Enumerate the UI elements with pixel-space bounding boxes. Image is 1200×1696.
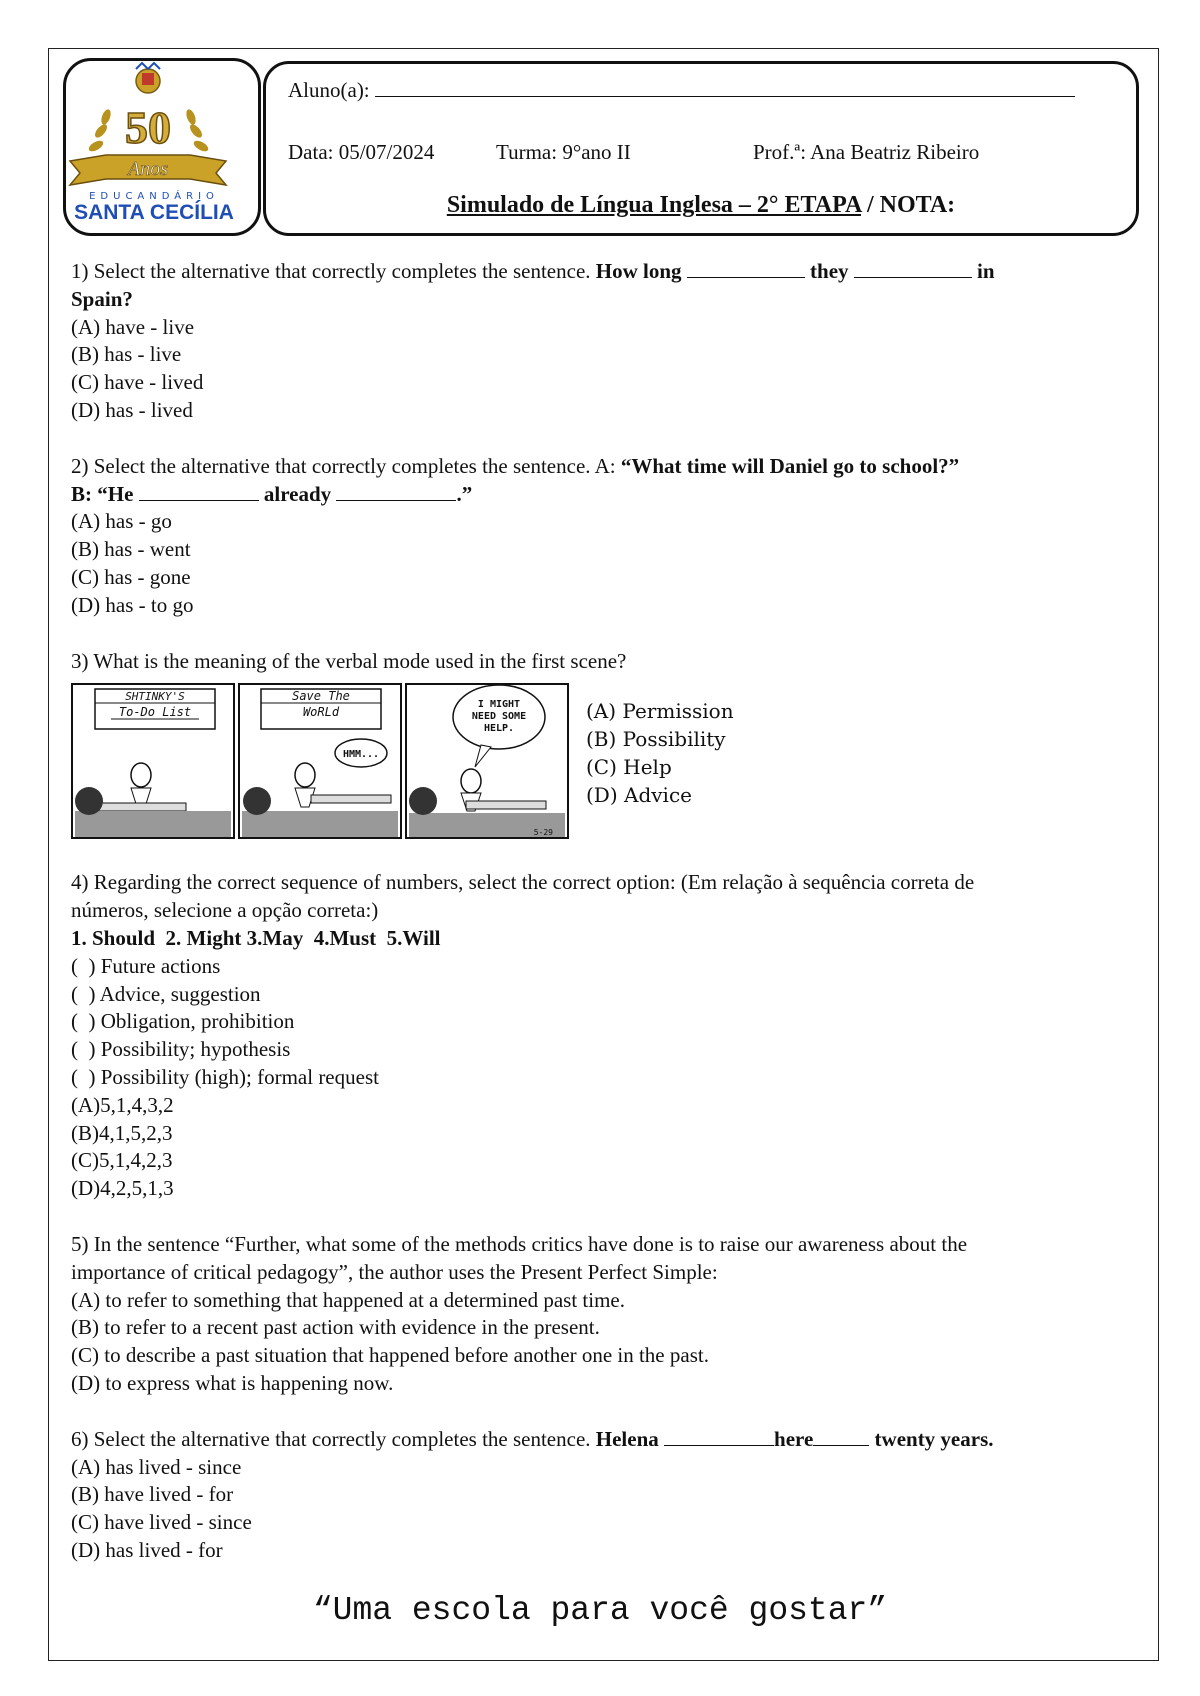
question-6-bold-a: Helena xyxy=(595,1426,665,1451)
question-1-text: 1) Select the alternative that correctly completes the sentence. xyxy=(71,259,596,283)
logo-word: Anos xyxy=(128,158,168,180)
exam-title xyxy=(266,192,1136,219)
question-1-bold-c: in xyxy=(971,259,995,283)
comic-panel-1 xyxy=(72,684,234,838)
panel-3-bubble-line-2: NEED SOME xyxy=(471,711,527,723)
panel-3-date: 5-29 xyxy=(533,828,553,838)
option[interactable]: (D) has lived - for xyxy=(71,1537,223,1562)
comic-strip-area xyxy=(71,683,1126,843)
option[interactable]: (D)4,2,5,1,3 xyxy=(71,1176,174,1201)
question-6 xyxy=(71,1426,1126,1565)
panel-2-sign-line-1: Save The xyxy=(292,689,350,704)
question-6-bold-b: here xyxy=(774,1426,814,1451)
question-2-blank-1[interactable] xyxy=(139,484,259,501)
class-label: Turma: 9°ano II xyxy=(496,140,631,164)
option[interactable]: (A) has - go xyxy=(71,509,172,534)
option[interactable]: (C) to describe a past situation that happened before another one in the past. xyxy=(71,1343,709,1368)
match-item[interactable]: ( ) Future actions xyxy=(71,953,221,978)
question-6-prompt xyxy=(71,1426,1126,1454)
option[interactable]: (D) has - to go xyxy=(71,592,194,617)
option[interactable]: (A)5,1,4,3,2 xyxy=(71,1092,174,1117)
question-1-prompt xyxy=(71,258,1126,286)
option[interactable]: (D) Advice xyxy=(586,783,692,808)
header-box xyxy=(263,61,1139,236)
option[interactable]: (B)4,1,5,2,3 xyxy=(71,1120,173,1145)
exam-title-main: Simulado de Língua Inglesa – 2° ETAPA xyxy=(446,192,861,218)
crest-icon xyxy=(136,63,160,93)
question-2 xyxy=(71,453,1126,620)
question-3 xyxy=(71,648,1126,844)
question-2-prompt xyxy=(71,453,1126,481)
question-1-bold-a: How long xyxy=(595,259,687,283)
option[interactable]: (B) have lived - for xyxy=(71,1482,234,1507)
student-name-row xyxy=(288,78,1075,103)
panel-3-bubble-line-1: I MIGHT xyxy=(477,699,521,711)
question-1-blank-1[interactable] xyxy=(687,261,805,278)
question-2-text: 2) Select the alternative that correctly completes the sentence. A: xyxy=(71,453,621,478)
logo-emblem xyxy=(66,61,258,233)
option[interactable]: (D) has - lived xyxy=(71,397,193,422)
match-item[interactable]: ( ) Obligation, prohibition xyxy=(71,1009,295,1034)
option[interactable]: (D) to express what is happening now. xyxy=(71,1370,394,1395)
option[interactable]: (C) have - lived xyxy=(71,370,204,395)
option[interactable]: (B) to refer to a recent past action with evidence in the present. xyxy=(71,1315,600,1340)
question-4 xyxy=(71,869,1126,1203)
option[interactable]: (B) Possibility xyxy=(586,727,726,752)
exam-content xyxy=(71,258,1126,1565)
question-3-prompt: 3) What is the meaning of the verbal mode used in the first scene? xyxy=(71,648,627,673)
question-1-bold-b: they xyxy=(804,259,854,283)
question-6-text: 6) Select the alternative that correctly completes the sentence. xyxy=(71,1426,596,1451)
question-2-blank-2[interactable] xyxy=(336,484,456,501)
teacher-label: Prof.ª: Ana Beatriz Ribeiro xyxy=(753,140,980,164)
match-item[interactable]: ( ) Possibility (high); formal request xyxy=(71,1064,379,1089)
option[interactable]: (C)5,1,4,2,3 xyxy=(71,1148,173,1173)
option[interactable]: (A) to refer to something that happened at a determined past time. xyxy=(71,1287,625,1312)
option[interactable]: (A) Permission xyxy=(586,699,734,724)
exam-title-grade: / NOTA: xyxy=(860,192,956,218)
student-label: Aluno(a): xyxy=(288,78,370,102)
school-motto: “Uma escola para você gostar” xyxy=(312,1592,888,1629)
logo-number: 50 xyxy=(125,102,171,153)
option[interactable]: (C) has - gone xyxy=(71,564,191,589)
match-item[interactable]: ( ) Possibility; hypothesis xyxy=(71,1037,291,1062)
question-2-b-prefix: B: “He xyxy=(71,481,139,506)
question-5-prompt-line-2: importance of critical pedagogy”, the author uses the Present Perfect Simple: xyxy=(71,1259,718,1284)
question-2-quote: “What time will Daniel go to school?” xyxy=(620,453,960,478)
option[interactable]: (C) have lived - since xyxy=(71,1510,252,1535)
question-2-b-end: .” xyxy=(456,481,473,506)
option[interactable]: (A) have - live xyxy=(71,314,195,339)
comic-strip xyxy=(71,683,571,841)
panel-2-sign-line-2: WoRLd xyxy=(302,705,340,720)
question-5-prompt-line-1: 5) In the sentence “Further, what some of the methods critics have done is to raise our awareness about the xyxy=(71,1231,968,1256)
question-2-b-mid: already xyxy=(258,481,337,506)
panel-3-bubble-line-3: HELP. xyxy=(483,723,515,735)
question-4-prompt-line-2: números, selecione a opção correta:) xyxy=(71,898,379,923)
question-4-modals: 1. Should 2. Might 3.May 4.Must 5.Will xyxy=(71,925,441,950)
logo-small-text: EDUCANDÁRIO xyxy=(89,191,219,202)
option[interactable]: (A) has lived - since xyxy=(71,1454,242,1479)
question-1 xyxy=(71,258,1126,425)
question-6-bold-c: twenty years. xyxy=(869,1426,994,1451)
question-6-blank-2[interactable] xyxy=(813,1429,869,1446)
question-5 xyxy=(71,1231,1126,1398)
option[interactable]: (B) has - live xyxy=(71,342,182,367)
date-label: Data: 05/07/2024 xyxy=(288,140,435,164)
question-2-answer-line xyxy=(71,481,1126,509)
comic-panel-2 xyxy=(239,684,401,838)
school-logo xyxy=(63,58,261,236)
panel-1-sign-line-2: To-Do List xyxy=(118,705,192,720)
panel-1-sign-line-1: SHTINKY'S xyxy=(125,690,185,704)
question-4-prompt-line-1: 4) Regarding the correct sequence of numbers, select the correct option: (Em relação à sequência correta de xyxy=(71,870,975,895)
logo-school-name: SANTA CECÍLIA xyxy=(74,201,234,224)
option[interactable]: (B) has - went xyxy=(71,537,191,562)
comic-panel-3 xyxy=(406,684,568,838)
match-item[interactable]: ( ) Advice, suggestion xyxy=(71,981,261,1006)
question-3-options xyxy=(586,697,734,809)
question-6-blank-1[interactable] xyxy=(664,1429,774,1446)
panel-2-bubble: HMM... xyxy=(342,749,380,761)
question-1-bold-d: Spain? xyxy=(71,286,133,311)
option[interactable]: (C) Help xyxy=(586,755,672,780)
question-1-blank-2[interactable] xyxy=(854,261,972,278)
student-name-field[interactable] xyxy=(375,80,1075,97)
